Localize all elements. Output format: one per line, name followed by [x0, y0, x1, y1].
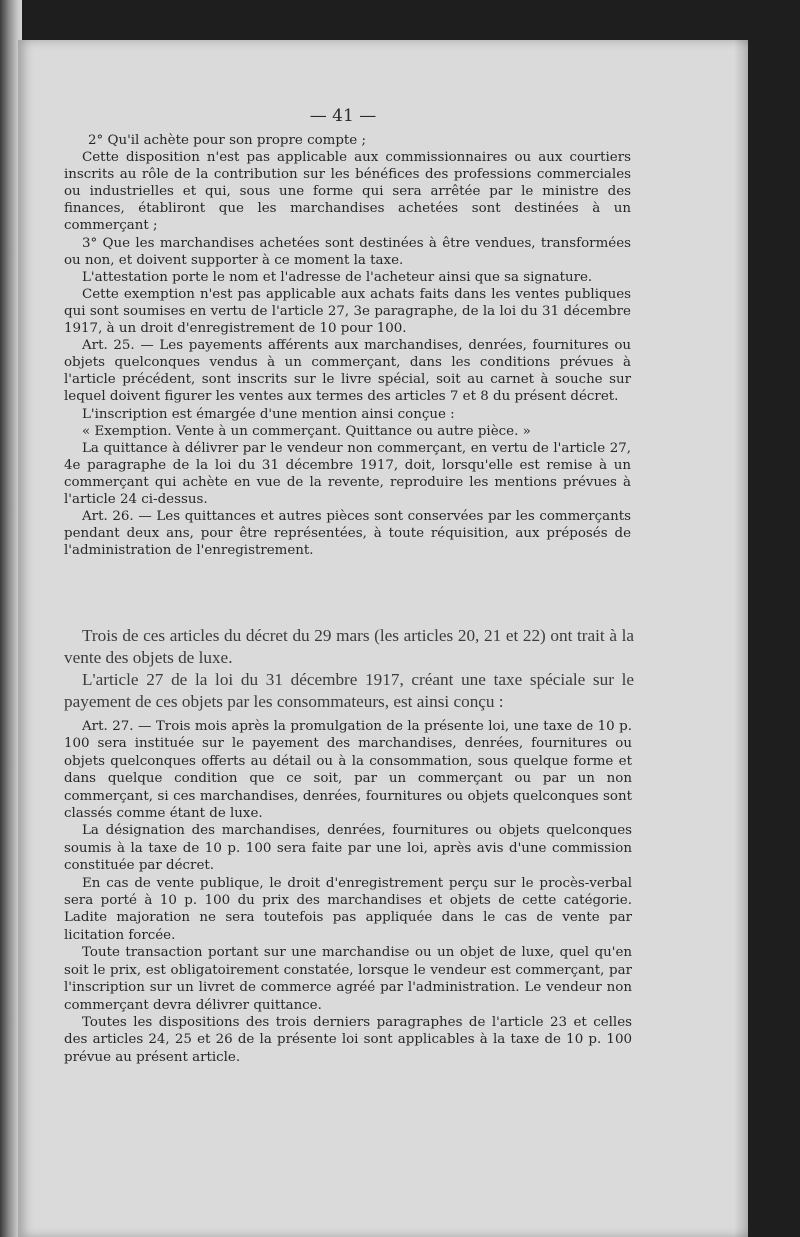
- paragraph: L'inscription est émargée d'une mention ainsi conçue :: [82, 406, 455, 422]
- paragraph: Art. 26. — Les quittances et autres pièces sont conservées par les commerçants pendant deux ans, pour être représentées, à toute réquisition, aux préposés de l'administration de l'enregistrement.: [64, 509, 631, 559]
- paragraph: Art. 25. — Les payements afférents aux marchandises, denrées, fournitures ou objets quelconques vendus à un commerçant, dans les conditions prévues à l'article précédent, sont inscrits sur le livre spécial, soit au carnet à souche sur lequel doivent figurer les ventes aux termes des articles 7 et 8 du présent décret.: [64, 338, 631, 405]
- page-number: — 41 —: [309, 106, 377, 126]
- paragraph: Cette exemption n'est pas applicable aux achats faits dans les ventes publiques qui sont soumises en vertu de l'article 27, 3e paragraphe, de la loi du 31 décembre 1917, à un droit d'enregistrement de 10 pour 100.: [64, 286, 631, 337]
- paragraph: 3° Que les marchandises achetées sont destinées à être vendues, transformées ou non, et doivent supporter à ce moment la taxe.: [64, 235, 631, 268]
- paragraph: Art. 27. — Trois mois après la promulgation de la présente loi, une taxe de 10 p. 100 sera instituée sur le payement des marchandises, denrées, fournitures ou objets quelconques offerts au détail ou à la consommation, sous quelque forme et dans quelque condition que ce soit, par un commerçant ou par un non commerçant, si ces marchandises, denrées, fournitures ou objets quelconques sont classés comme étant de luxe.: [64, 719, 632, 822]
- paragraph: La désignation des marchandises, denrées, fournitures ou objets quelconques soumis à la taxe de 10 p. 100 sera faite par une loi, après avis d'une commission constituée par décret.: [64, 823, 632, 874]
- paragraph: La quittance à délivrer par le vendeur non commerçant, en vertu de l'article 27, 4e paragraphe de la loi du 31 décembre 1917, doit, lorsqu'elle est remise à un commerçant qui achète en vue de la revente, reproduire les mentions prévues à l'article 24 ci-dessus.: [64, 440, 631, 507]
- paragraph: Cette disposition n'est pas applicable aux commissionnaires ou aux courtiers inscrits au rôle de la contribution sur les bénéfices des professions commerciales ou industrielles et qui, sous une forme qui sera arrêtée par le ministre des finances, établiront que les marchandises achetées sont destinées à un commerçant ;: [64, 150, 631, 234]
- paragraph: 2° Qu'il achète pour son propre compte ;: [88, 133, 366, 148]
- article-27-text: [64, 718, 632, 1066]
- paragraph: En cas de vente publique, le droit d'enregistrement perçu sur le procès-verbal sera porté à 10 p. 100 du prix des marchandises et objets de cette catégorie. Ladite majoration ne sera toutefois pas appliquée dans le cas de vente par licitation forcée.: [64, 875, 632, 943]
- paragraph: Toutes les dispositions des trois derniers paragraphes de l'article 23 et celles des articles 24, 25 et 26 de la présente loi sont applicables à la taxe de 10 p. 100 prévue au présent article.: [64, 1014, 632, 1065]
- decree-text: [64, 132, 631, 559]
- commentary-text: [64, 625, 634, 713]
- paragraph: Toute transaction portant sur une marchandise ou un objet de luxe, quel qu'en soit le prix, est obligatoirement constatée, lorsque le vendeur est commerçant, par l'inscription sur un livret de commerce agréé par l'administration. Le vendeur non commerçant devra délivrer quittance.: [64, 945, 632, 1013]
- page-shadow: [734, 40, 748, 1237]
- commentary-paragraph: Trois de ces articles du décret du 29 mars (les articles 20, 21 et 22) ont trait à la vente des objets de luxe.: [64, 626, 634, 667]
- paragraph: L'attestation porte le nom et l'adresse de l'acheteur ainsi que sa signature.: [82, 269, 593, 285]
- paragraph: « Exemption. Vente à un commerçant. Quittance ou autre pièce. »: [82, 423, 531, 439]
- commentary-paragraph: L'article 27 de la loi du 31 décembre 1917, créant une taxe spéciale sur le payement de ces objets par les consommateurs, est ainsi conçu :: [64, 670, 634, 711]
